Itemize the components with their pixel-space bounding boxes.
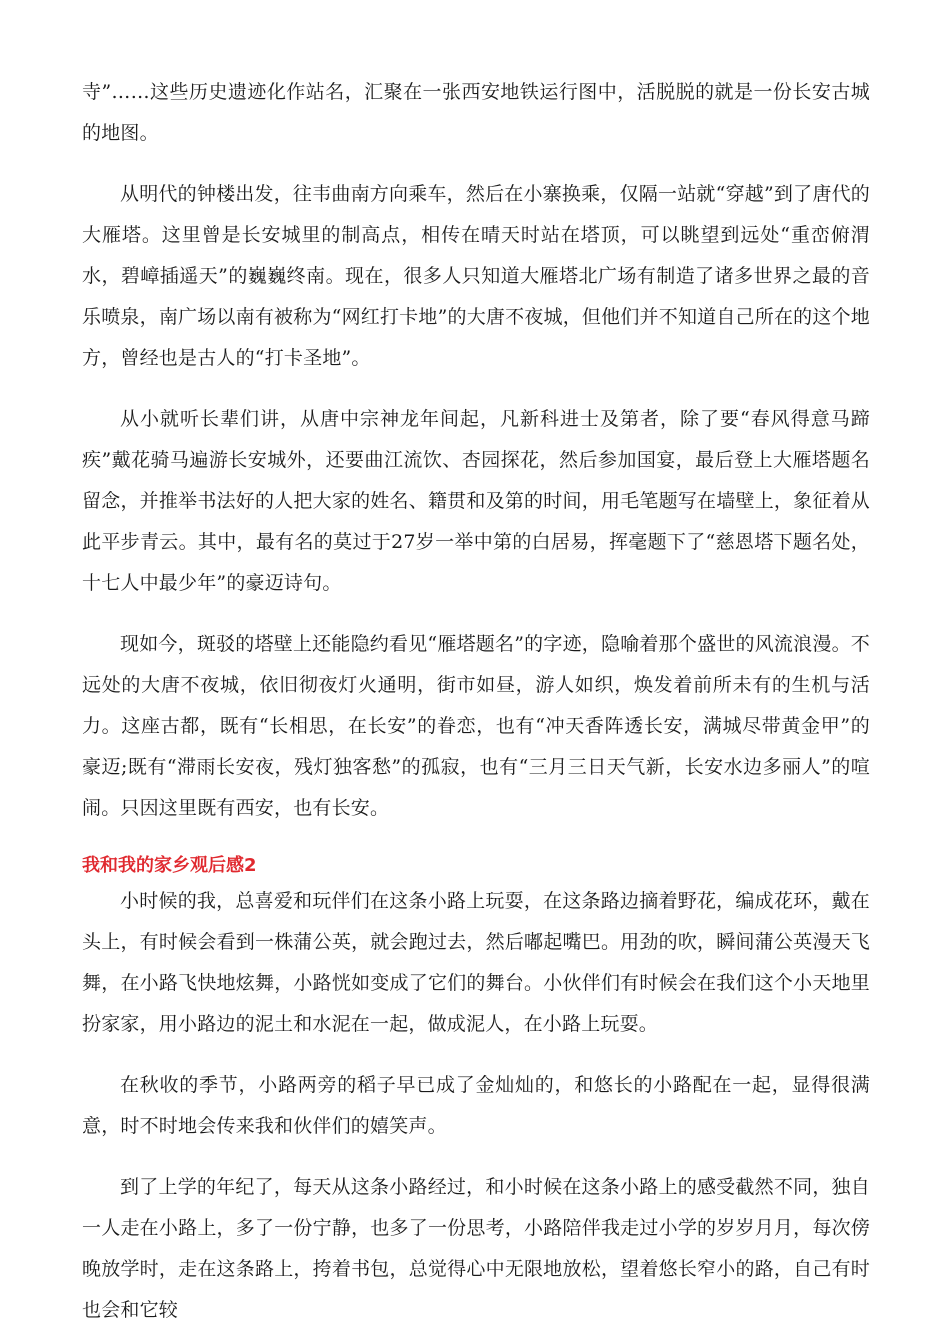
document-page bbox=[82, 72, 870, 1331]
paragraph-autumn: 在秋收的季节，小路两旁的稻子早已成了金灿灿的，和悠长的小路配在一起，显得很满意，时不时地会传来我和伙伴们的嬉笑声。 bbox=[82, 1074, 870, 1137]
paragraph-bell-tower: 从明代的钟楼出发，往韦曲南方向乘车，然后在小寨换乘，仅隔一站就“穿越”到了唐代的大雁塔。这里曾是长安城里的制高点，相传在晴天时站在塔顶，可以眺望到远处“重峦俯渭水，碧嶂插遥天”的巍巍终南。现在，很多人只知道大雁塔北广场有制造了诸多世界之最的音乐喷泉，南广场以南有被称为“网红打卡地”的大唐不夜城，但他们并不知道自己所在的这个地方，曾经也是古人的“打卡圣地”。 bbox=[82, 183, 870, 369]
paragraph-scholars: 从小就听长辈们讲，从唐中宗神龙年间起，凡新科进士及第者，除了要“春风得意马蹄疾”戴花骑马遍游长安城外，还要曲江流饮、杏园探花，然后参加国宴，最后登上大雁塔题名留念，并推举书法好的人把大家的姓名、籍贯和及第的时间，用毛笔题写在墙壁上，象征着从此平步青云。其中，最有名的莫过于27岁一举中第的白居易，挥毫题下了“慈恩塔下题名处，十七人中最少年”的豪迈诗句。 bbox=[82, 408, 870, 594]
paragraph-continuation: 寺”……这些历史遗迹化作站名，汇聚在一张西安地铁运行图中，活脱脱的就是一份长安古城的地图。 bbox=[82, 81, 870, 144]
paragraph-childhood: 小时候的我，总喜爱和玩伴们在这条小路上玩耍，在这条路边摘着野花，编成花环，戴在头上，有时候会看到一株蒲公英，就会跑过去，然后嘟起嘴巴。用劲的吹，瞬间蒲公英漫天飞舞，在小路飞快地炫舞，小路恍如变成了它们的舞台。小伙伴们有时候会在我们这个小天地里扮家家，用小路边的泥土和水泥在一起，做成泥人，在小路上玩耍。 bbox=[82, 890, 870, 1035]
paragraph-school: 到了上学的年纪了，每天从这条小路经过，和小时候在这条小路上的感受截然不同，独自一人走在小路上，多了一份宁静，也多了一份思考，小路陪伴我走过小学的岁岁月月，每次傍晚放学时，走在这条路上，挎着书包，总觉得心中无限地放松，望着悠长窄小的路，自己有时也会和它较 bbox=[82, 1176, 870, 1321]
section-heading: 我和我的家乡观后感2 bbox=[82, 855, 257, 876]
paragraph-today: 现如今，斑驳的塔壁上还能隐约看见“雁塔题名”的字迹，隐喻着那个盛世的风流浪漫。不远处的大唐不夜城，依旧彻夜灯火通明，街市如昼，游人如织，焕发着前所未有的生机与活力。这座古都，既有“长相思，在长安”的眷恋，也有“冲天香阵透长安，满城尽带黄金甲”的豪迈;既有“滞雨长安夜，残灯独客愁”的孤寂，也有“三月三日天气新，长安水边多丽人”的喧闹。只因这里既有西安，也有长安。 bbox=[82, 633, 870, 819]
